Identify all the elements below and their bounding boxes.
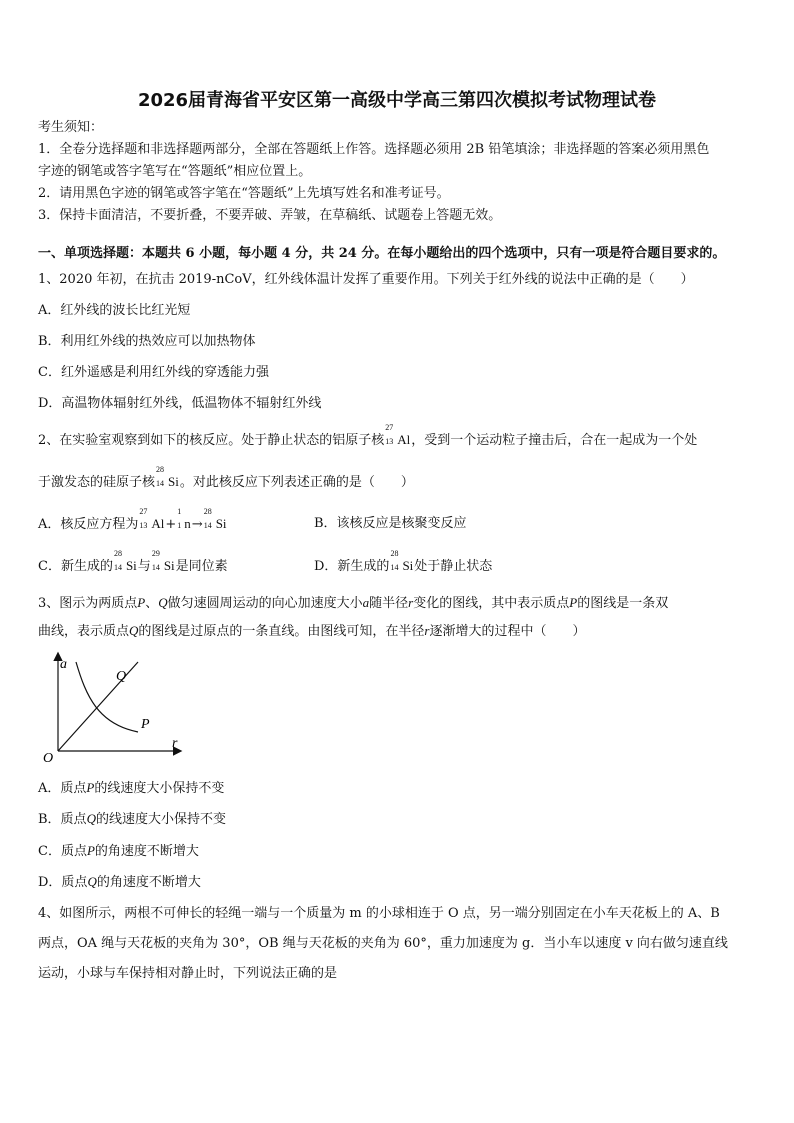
- nuclide-al27: 27 13 Al: [139, 507, 165, 531]
- question-3-option-c: C．质点P的角速度不断增大: [38, 843, 199, 859]
- question-3-stem-line1: 3、图示为两质点P、Q做匀速圆周运动的向心加速度大小a随半径r变化的图线，其中表示质点P的图线是一条双: [38, 595, 669, 611]
- p-curve-label: P: [141, 717, 150, 732]
- nuclide-neutron: 1 1 n: [177, 507, 191, 531]
- page-title: 2026届青海省平安区第一高级中学高三第四次模拟考试物理试卷: [137, 90, 657, 111]
- question-1-option-d: D．高温物体辐射红外线，低温物体不辐射红外线: [38, 396, 322, 411]
- question-2-option-c: C．新生成的 28 14 Si与 29 14 Si是同位素: [38, 559, 228, 574]
- nuclide-si28: 28 14 Si: [203, 507, 227, 531]
- question-4-stem-line2: 两点，OA 绳与天花板的夹角为 30°，OB 绳与天花板的夹角为 60°，重力加速度为 g．当小车以速度 v 向右做匀速直线: [38, 936, 728, 951]
- origin-label: O: [43, 751, 54, 764]
- question-3-option-b: B．质点Q的线速度大小保持不变: [38, 811, 226, 827]
- a-r-graph: [38, 646, 188, 764]
- question-3-option-a: A．质点P的线速度大小保持不变: [38, 780, 225, 796]
- question-2-stem-line1: 2、在实验室观察到如下的核反应。处于静止状态的铝原子核 27 13 Al，受到一个运动粒子撞击后，合在一起成为一个处: [38, 429, 758, 452]
- question-1-option-c: C．红外遥感是利用红外线的穿透能力强: [38, 365, 269, 380]
- nuclide-si28: 28 14 Si: [113, 549, 137, 573]
- notice-item: 字迹的钢笔或答字笔写在“答题纸”相应位置上。: [38, 164, 312, 179]
- notice-item: 3．保持卡面清洁，不要折叠，不要弄破、弄皱，在草稿纸、试题卷上答题无效。: [38, 208, 502, 223]
- question-2-stem-line2: 于激发态的硅原子核 28 14 Si。对此核反应下列表述正确的是（ ）: [38, 471, 758, 494]
- notice-item: 1．全卷分选择题和非选择题两部分，全部在答题纸上作答。选择题必须用 2B 铅笔填涂；非选择题的答案必须用黑色: [38, 142, 710, 157]
- question-2-option-a: A．核反应方程为 27 13 Al+ 1 1 n→ 28 14 Si: [38, 517, 228, 532]
- nuclide-si28: 28 14 Si: [390, 549, 414, 573]
- notice-item: 2．请用黑色字迹的钢笔或答字笔在“答题纸”上先填写姓名和准考证号。: [38, 186, 450, 201]
- question-1-option-b: B．利用红外线的热效应可以加热物体: [38, 334, 256, 349]
- question-2-option-b: B．该核反应是核聚变反应: [314, 516, 467, 531]
- question-1-option-a: A．红外线的波长比红光短: [38, 303, 191, 318]
- q-line-label: Q: [116, 669, 127, 684]
- question-2-options-row1: [38, 507, 758, 536]
- question-1-stem: 1、2020 年初，在抗击 2019-nCoV，红外线体温计发挥了重要作用。下列关于红外线的说法中正确的是（ ）: [38, 272, 694, 287]
- question-3-option-d: D．质点Q的角速度不断增大: [38, 874, 201, 890]
- nuclide-si28: 28 14 Si: [156, 465, 179, 489]
- axis-a-label: a: [60, 657, 67, 672]
- axis-r-label: r: [172, 736, 178, 751]
- question-2-option-d: D．新生成的 28 14 Si处于静止状态: [314, 555, 492, 578]
- nuclide-al27: 27 13 Al: [385, 423, 411, 447]
- question-4-stem-line1: 4、如图所示，两根不可伸长的轻绳一端与一个质量为 m 的小球相连于 O 点，另一端分别固定在小车天花板上的 A、B: [38, 906, 720, 921]
- nuclide-si29: 29 14 Si: [151, 549, 175, 573]
- notice-heading: 考生须知：: [38, 120, 104, 135]
- question-2-options-row2: [38, 549, 758, 578]
- question-3-stem-line2: 曲线，表示质点Q的图线是过原点的一条直线。由图线可知，在半径r逐渐增大的过程中（ ）: [38, 623, 586, 639]
- section-heading: 一、单项选择题：本题共 6 小题，每小题 4 分，共 24 分。在每小题给出的四个选项中，只有一项是符合题目要求的。: [38, 246, 726, 261]
- question-4-stem-line3: 运动，小球与车保持相对静止时，下列说法正确的是: [38, 966, 338, 981]
